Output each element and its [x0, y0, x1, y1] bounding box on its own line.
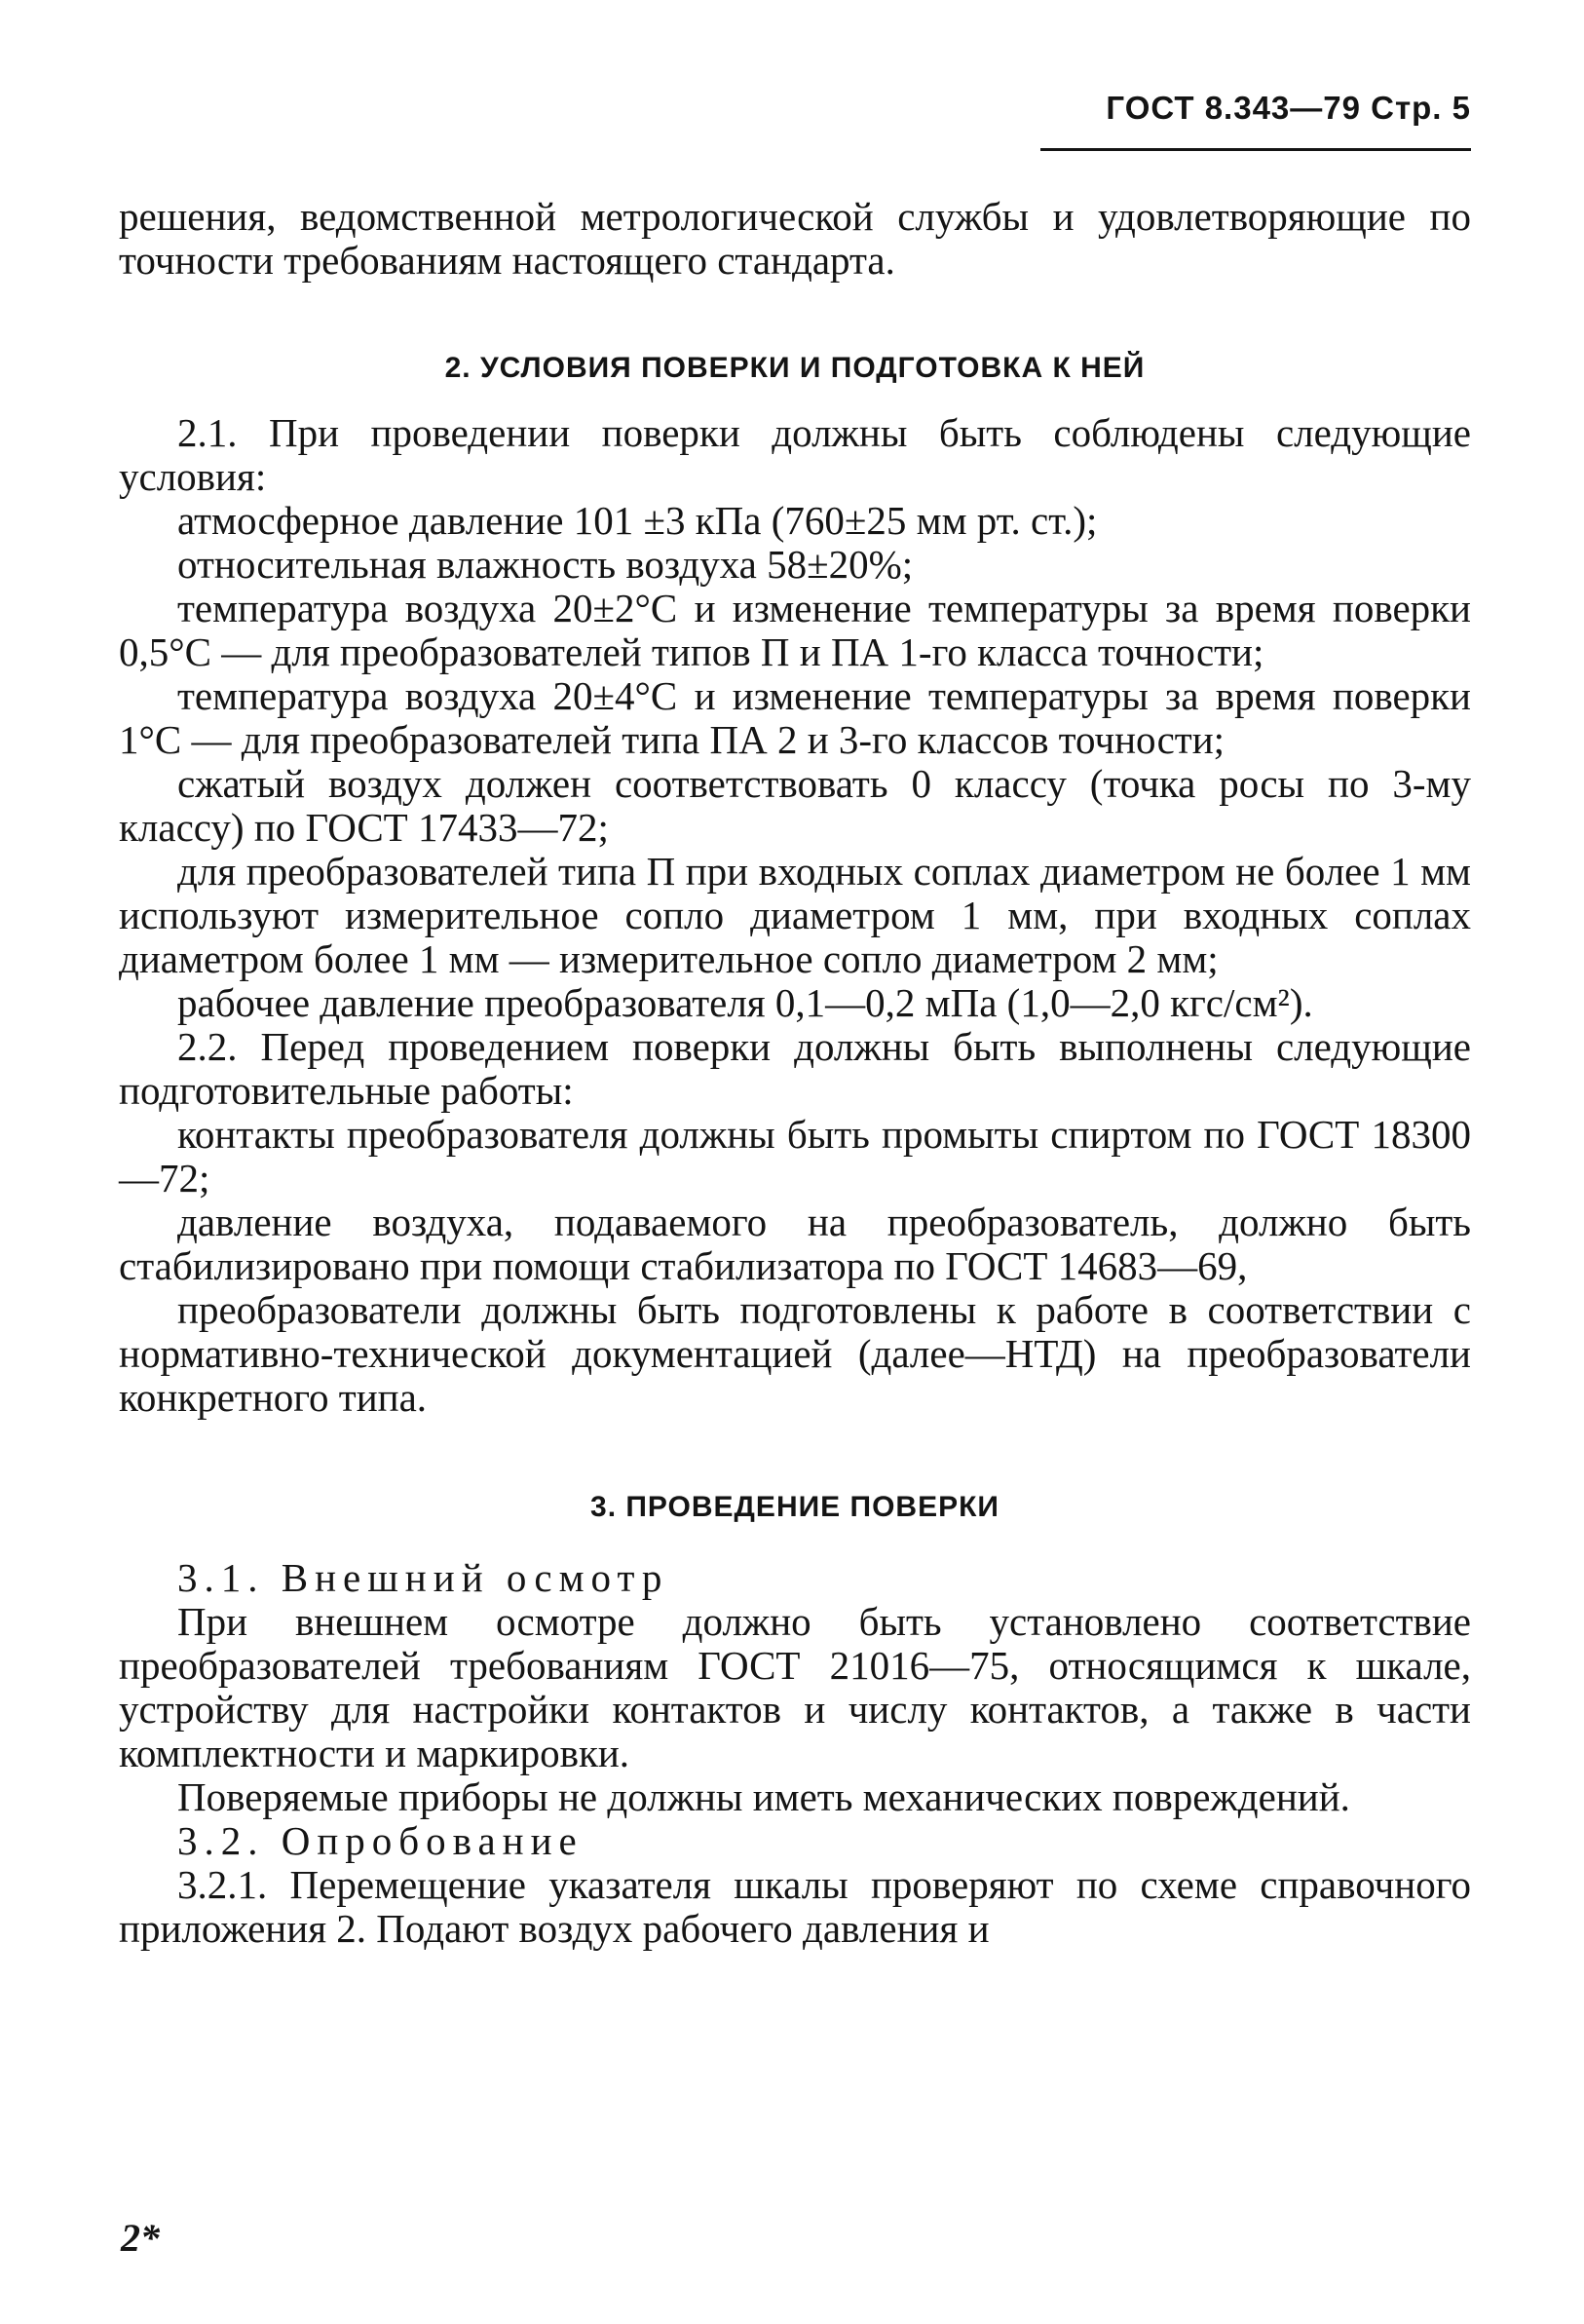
- spacer: [119, 388, 1471, 411]
- paragraph: сжатый воздух должен соответствовать 0 классу (точка росы по 3-му классу) по ГОСТ 17433—72;: [119, 761, 1471, 850]
- signature-mark: 2*: [121, 2216, 160, 2260]
- paragraph: атмосферное давление 101 ±3 кПа (760±25 мм рт. ст.);: [177, 498, 1098, 543]
- spacer: [119, 1527, 1471, 1556]
- header-standard-page: ГОСТ 8.343—79 Стр. 5: [1106, 90, 1471, 126]
- paragraph: рабочее давление преобразователя 0,1—0,2 мПа (1,0—2,0 кгс/см²).: [177, 980, 1313, 1025]
- document-body: [119, 195, 1471, 1951]
- subsection-title: 3.2. Опробование: [177, 1818, 584, 1863]
- spacer: [119, 1420, 1471, 1488]
- paragraph: для преобразователей типа П при входных соплах диаметром не более 1 мм используют измерительное сопло диаметром 1 мм, при входных соплах диаметром более 1 мм — измерительное сопло диаметром 2 мм;: [119, 849, 1471, 981]
- page-header: [1040, 90, 1471, 151]
- section-heading: 3. ПРОВЕДЕНИЕ ПОВЕРКИ: [590, 1491, 999, 1523]
- paragraph: температура воздуха 20±4°С и изменение температуры за время поверки 1°С — для преобразователей типа ПА 2 и 3-го классов точности;: [119, 673, 1471, 762]
- paragraph: 2.2. Перед проведением поверки должны быть выполнены следующие подготовительные работы:: [119, 1024, 1471, 1113]
- paragraph: При внешнем осмотре должно быть установлено соответствие преобразователей требованиям ГОСТ 21016—75, относящимся к шкале, устройству для настройки контактов и числу контактов, а также в части комплектности и маркировки.: [119, 1599, 1471, 1775]
- paragraph: температура воздуха 20±2°С и изменение температуры за время поверки 0,5°С — для преобразователей типов П и ПА 1-го класса точности;: [119, 586, 1471, 674]
- paragraph: решения, ведомственной метрологической службы и удовлетворяющие по точности требованиям настоящего стандарта.: [119, 194, 1471, 283]
- paragraph: 3.2.1. Перемещение указателя шкалы проверяют по схеме справочного приложения 2. Подают воздух рабочего давления и: [119, 1862, 1471, 1951]
- paragraph: давление воздуха, подаваемого на преобразователь, должно быть стабилизировано при помощи стабилизатора по ГОСТ 14683—69,: [119, 1200, 1471, 1288]
- section-heading: 2. УСЛОВИЯ ПОВЕРКИ И ПОДГОТОВКА К НЕЙ: [444, 352, 1146, 384]
- paragraph: относительная влажность воздуха 58±20%;: [177, 542, 914, 587]
- spacer: [119, 283, 1471, 349]
- paragraph: контакты преобразователя должны быть промыты спиртом по ГОСТ 18300—72;: [119, 1112, 1471, 1200]
- subsection-title: 3.1. Внешний осмотр: [177, 1555, 669, 1600]
- paragraph: 2.1. При проведении поверки должны быть соблюдены следующие условия:: [119, 410, 1471, 499]
- paragraph: Поверяемые приборы не должны иметь механических повреждений.: [177, 1774, 1350, 1819]
- paragraph: преобразователи должны быть подготовлены к работе в соответствии с нормативно-технической документацией (далее—НТД) на преобразователи конкретного типа.: [119, 1287, 1471, 1420]
